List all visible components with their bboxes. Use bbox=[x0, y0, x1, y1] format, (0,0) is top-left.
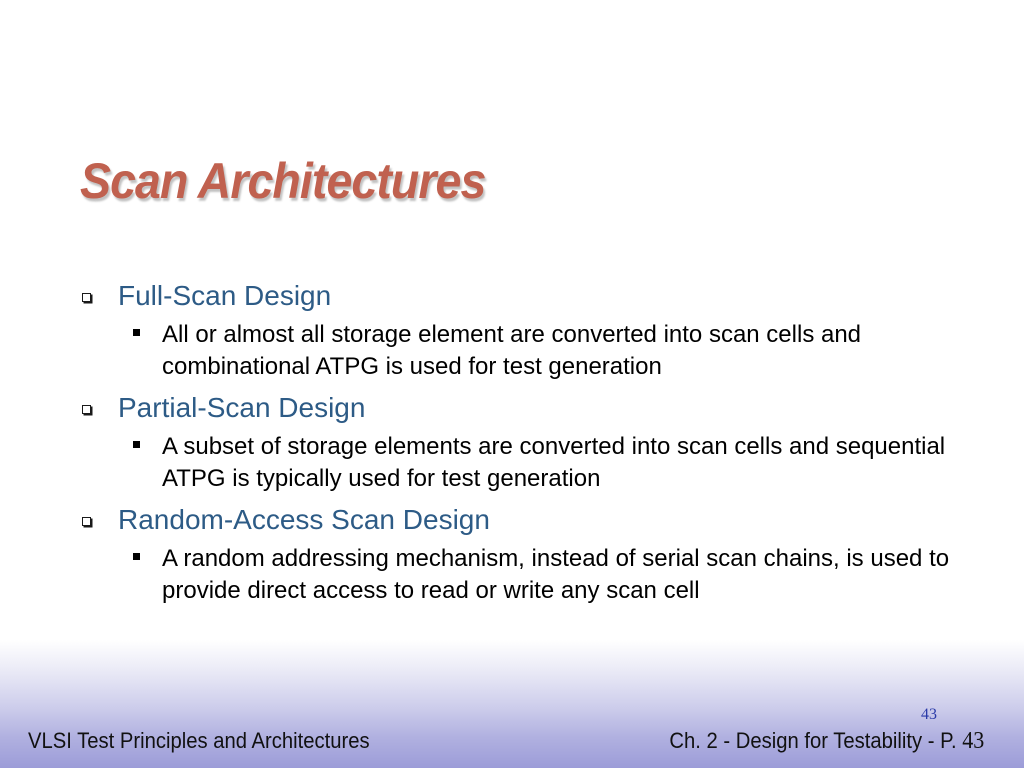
bullet-full-scan bbox=[78, 279, 978, 313]
sub-bullet-text: A subset of storage elements are converted into scan cells and sequential ATPG is typically used for test generation bbox=[162, 433, 946, 492]
hollow-square-icon bbox=[82, 405, 91, 414]
filled-square-icon bbox=[133, 441, 140, 448]
sub-bullet-random-access-scan bbox=[78, 543, 978, 607]
bullet-heading: Full-Scan Design bbox=[118, 280, 332, 311]
bullet-partial-scan bbox=[78, 391, 978, 425]
bullet-heading: Random-Access Scan Design bbox=[118, 504, 490, 535]
bullet-heading: Partial-Scan Design bbox=[118, 392, 366, 423]
footer-chapter bbox=[669, 728, 984, 755]
sub-bullet-text: A random addressing mechanism, instead of serial scan chains, is used to provide direct access to read or write any scan cell bbox=[162, 545, 950, 604]
sub-bullet-full-scan bbox=[78, 319, 978, 383]
footer-course-title: VLSI Test Principles and Architectures bbox=[28, 728, 370, 753]
slide-title: Scan Architectures bbox=[80, 153, 486, 209]
footer-page-number: 43 bbox=[961, 728, 984, 754]
bullet-list bbox=[78, 279, 978, 615]
footer-chapter-text: Ch. 2 - Design for Testability - P. bbox=[669, 728, 962, 753]
slide-page-number: 43 bbox=[921, 706, 937, 723]
sub-bullet-text: All or almost all storage element are converted into scan cells and combinational ATPG is used for test generation bbox=[162, 321, 862, 380]
bullet-random-access-scan bbox=[78, 503, 978, 537]
filled-square-icon bbox=[133, 329, 140, 336]
filled-square-icon bbox=[133, 553, 140, 560]
hollow-square-icon bbox=[82, 293, 91, 302]
sub-bullet-partial-scan bbox=[78, 431, 978, 495]
hollow-square-icon bbox=[82, 517, 91, 526]
